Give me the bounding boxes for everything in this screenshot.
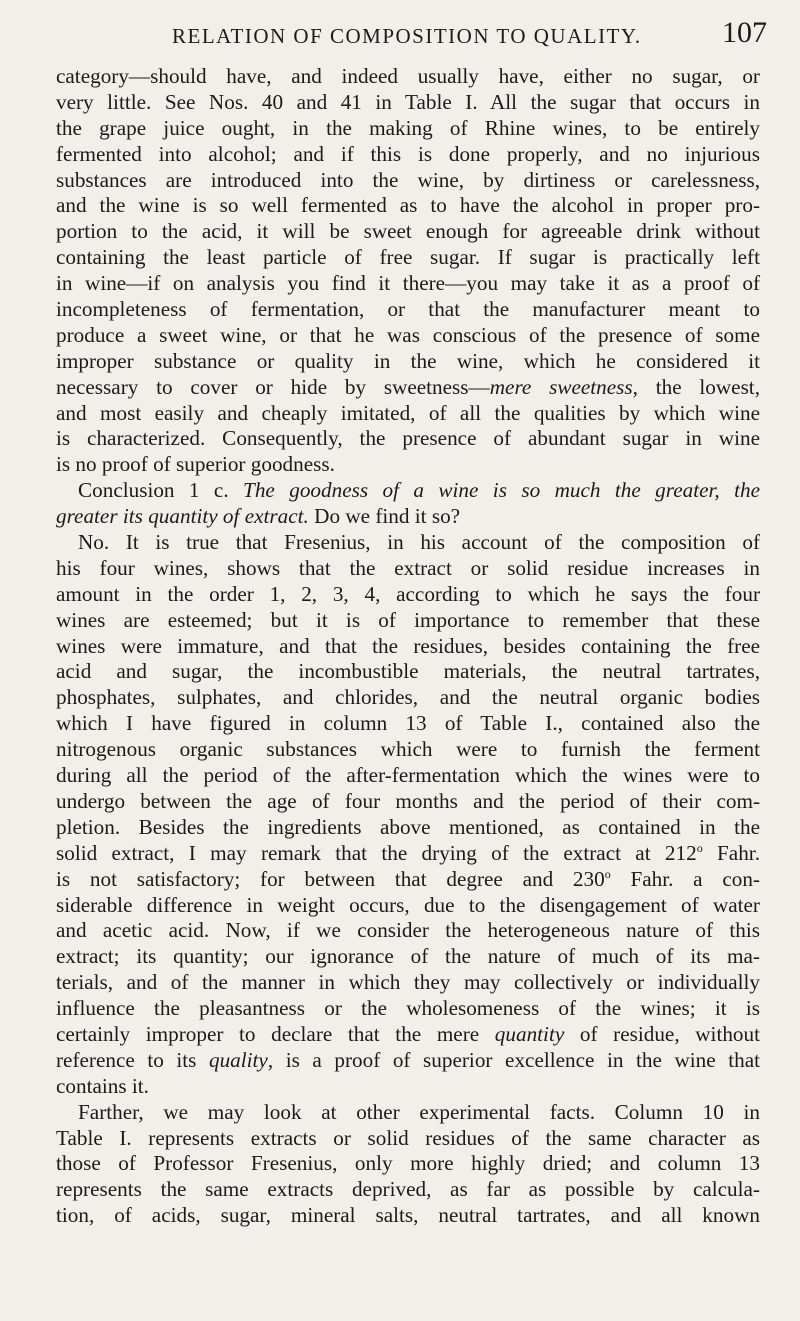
text-line: which I have figured in column 13 of Table I., contained also the (56, 711, 760, 736)
text-line: and acetic acid. Now, if we consider the heterogeneous nature of this (56, 918, 760, 943)
text-line: contains it. (56, 1073, 149, 1098)
page-header (0, 16, 800, 56)
page-number: 107 (722, 16, 767, 49)
text-run: certainly improper to declare that the mere (56, 1021, 495, 1046)
text-line: No. It is true that Fresenius, in his account of the composition of (78, 530, 760, 555)
text-line: terials, and of the manner in which they may collectively or individually (56, 970, 760, 995)
text-run: solid extract, I may remark that the drying of the extract at 212 (56, 840, 697, 865)
text-line: improper substance or quality in the wine, which he considered it (56, 348, 760, 373)
italic-run: quality (208, 1047, 268, 1072)
text-line: tion, of acids, sugar, mineral salts, neutral tartrates, and all known (56, 1203, 760, 1228)
text-line: and the wine is so well fermented as to have the alcohol in proper pro- (56, 193, 760, 218)
text-line (56, 841, 760, 867)
text-line: produce a sweet wine, or that he was conscious of the presence of some (56, 322, 760, 347)
text-line: acid and sugar, the incombustible materials, the neutral tartrates, (56, 659, 760, 684)
text-run: , the lowest, (632, 374, 760, 399)
text-line: category—should have, and indeed usually have, either no sugar, or (56, 64, 760, 88)
text-line: wines were immature, and that the residues, besides containing the free (56, 633, 760, 658)
text-line (56, 375, 760, 401)
degree-superscript: o (696, 840, 703, 855)
text-line (56, 1048, 760, 1074)
italic-run: greater its quantity of extract. (56, 504, 309, 529)
text-line: pletion. Besides the ingredients above mentioned, as contained in the (56, 814, 760, 839)
text-line: nitrogenous organic substances which were to furnish the ferment (56, 737, 760, 762)
text-line: the grape juice ought, in the making of Rhine wines, to be entirely (56, 115, 760, 140)
degree-superscript: o (604, 866, 611, 881)
text-line: fermented into alcohol; and if this is done properly, and no injurious (56, 141, 760, 166)
text-run: is not satisfactory; for between that degree and 230 (56, 866, 605, 891)
text-run: of residue, without (564, 1021, 760, 1046)
text-line: very little. See Nos. 40 and 41 in Table I. All the sugar that occurs in (56, 89, 760, 114)
body-text (56, 64, 760, 1229)
italic-run: quantity (494, 1021, 565, 1046)
text-line: amount in the order 1, 2, 3, 4, according to which he says the four (56, 581, 760, 606)
text-run: Fahr. a con- (610, 866, 760, 891)
text-line: is no proof of superior goodness. (56, 452, 335, 477)
text-run: reference to its (56, 1047, 209, 1072)
running-head: RELATION OF COMPOSITION TO QUALITY. (172, 24, 642, 48)
text-line: substances are introduced into the wine, by dirtiness or carelessness, (56, 167, 760, 192)
text-line: influence the pleasantness or the wholesomeness of the wines; it is (56, 996, 760, 1021)
text-line: represents the same extracts deprived, as far as possible by calcula- (56, 1177, 760, 1202)
text-line: phosphates, sulphates, and chlorides, and the neutral organic bodies (56, 685, 760, 710)
text-line: portion to the acid, it will be sweet enough for agreeable drink without (56, 219, 760, 244)
text-line: Table I. represents extracts or solid residues of the same character as (56, 1125, 760, 1150)
text-line: those of Professor Fresenius, only more highly dried; and column 13 (56, 1151, 760, 1176)
italic-run: The goodness of a wine is so much the greater, the (243, 478, 760, 503)
text-line: in wine—if on analysis you find it there—you may take it as a proof of (56, 271, 760, 296)
text-line: Farther, we may look at other experimental facts. Column 10 in (78, 1099, 760, 1124)
text-run: Fahr. (702, 840, 760, 865)
text-line: his four wines, shows that the extract or solid residue increases in (56, 555, 760, 580)
text-line: extract; its quantity; our ignorance of the nature of much of its ma- (56, 944, 760, 969)
text-line: is characterized. Consequently, the presence of abundant sugar in wine (56, 426, 760, 451)
text-run: Conclusion 1 c. (78, 478, 244, 503)
text-run: Do we find it so? (308, 504, 461, 529)
text-line: wines are esteemed; but it is of importance to remember that these (56, 607, 760, 632)
text-line (56, 504, 760, 530)
text-line (56, 1022, 760, 1048)
text-line: and most easily and cheaply imitated, of all the qualities by which wine (56, 400, 760, 425)
text-line: incompleteness of fermentation, or that the manufacturer meant to (56, 297, 760, 322)
text-line: during all the period of the after-fermentation which the wines were to (56, 763, 760, 788)
text-line: undergo between the age of four months and the period of their com- (56, 788, 760, 813)
text-line (56, 478, 760, 504)
italic-run: mere sweetness (489, 374, 633, 399)
text-run: , is a proof of superior excellence in the wine that (267, 1047, 761, 1072)
text-line: siderable difference in weight occurs, due to the disengagement of water (56, 892, 760, 917)
text-run: necessary to cover or hide by sweetness— (56, 374, 490, 399)
text-line (56, 867, 760, 893)
text-line: containing the least particle of free sugar. If sugar is practically left (56, 245, 760, 270)
